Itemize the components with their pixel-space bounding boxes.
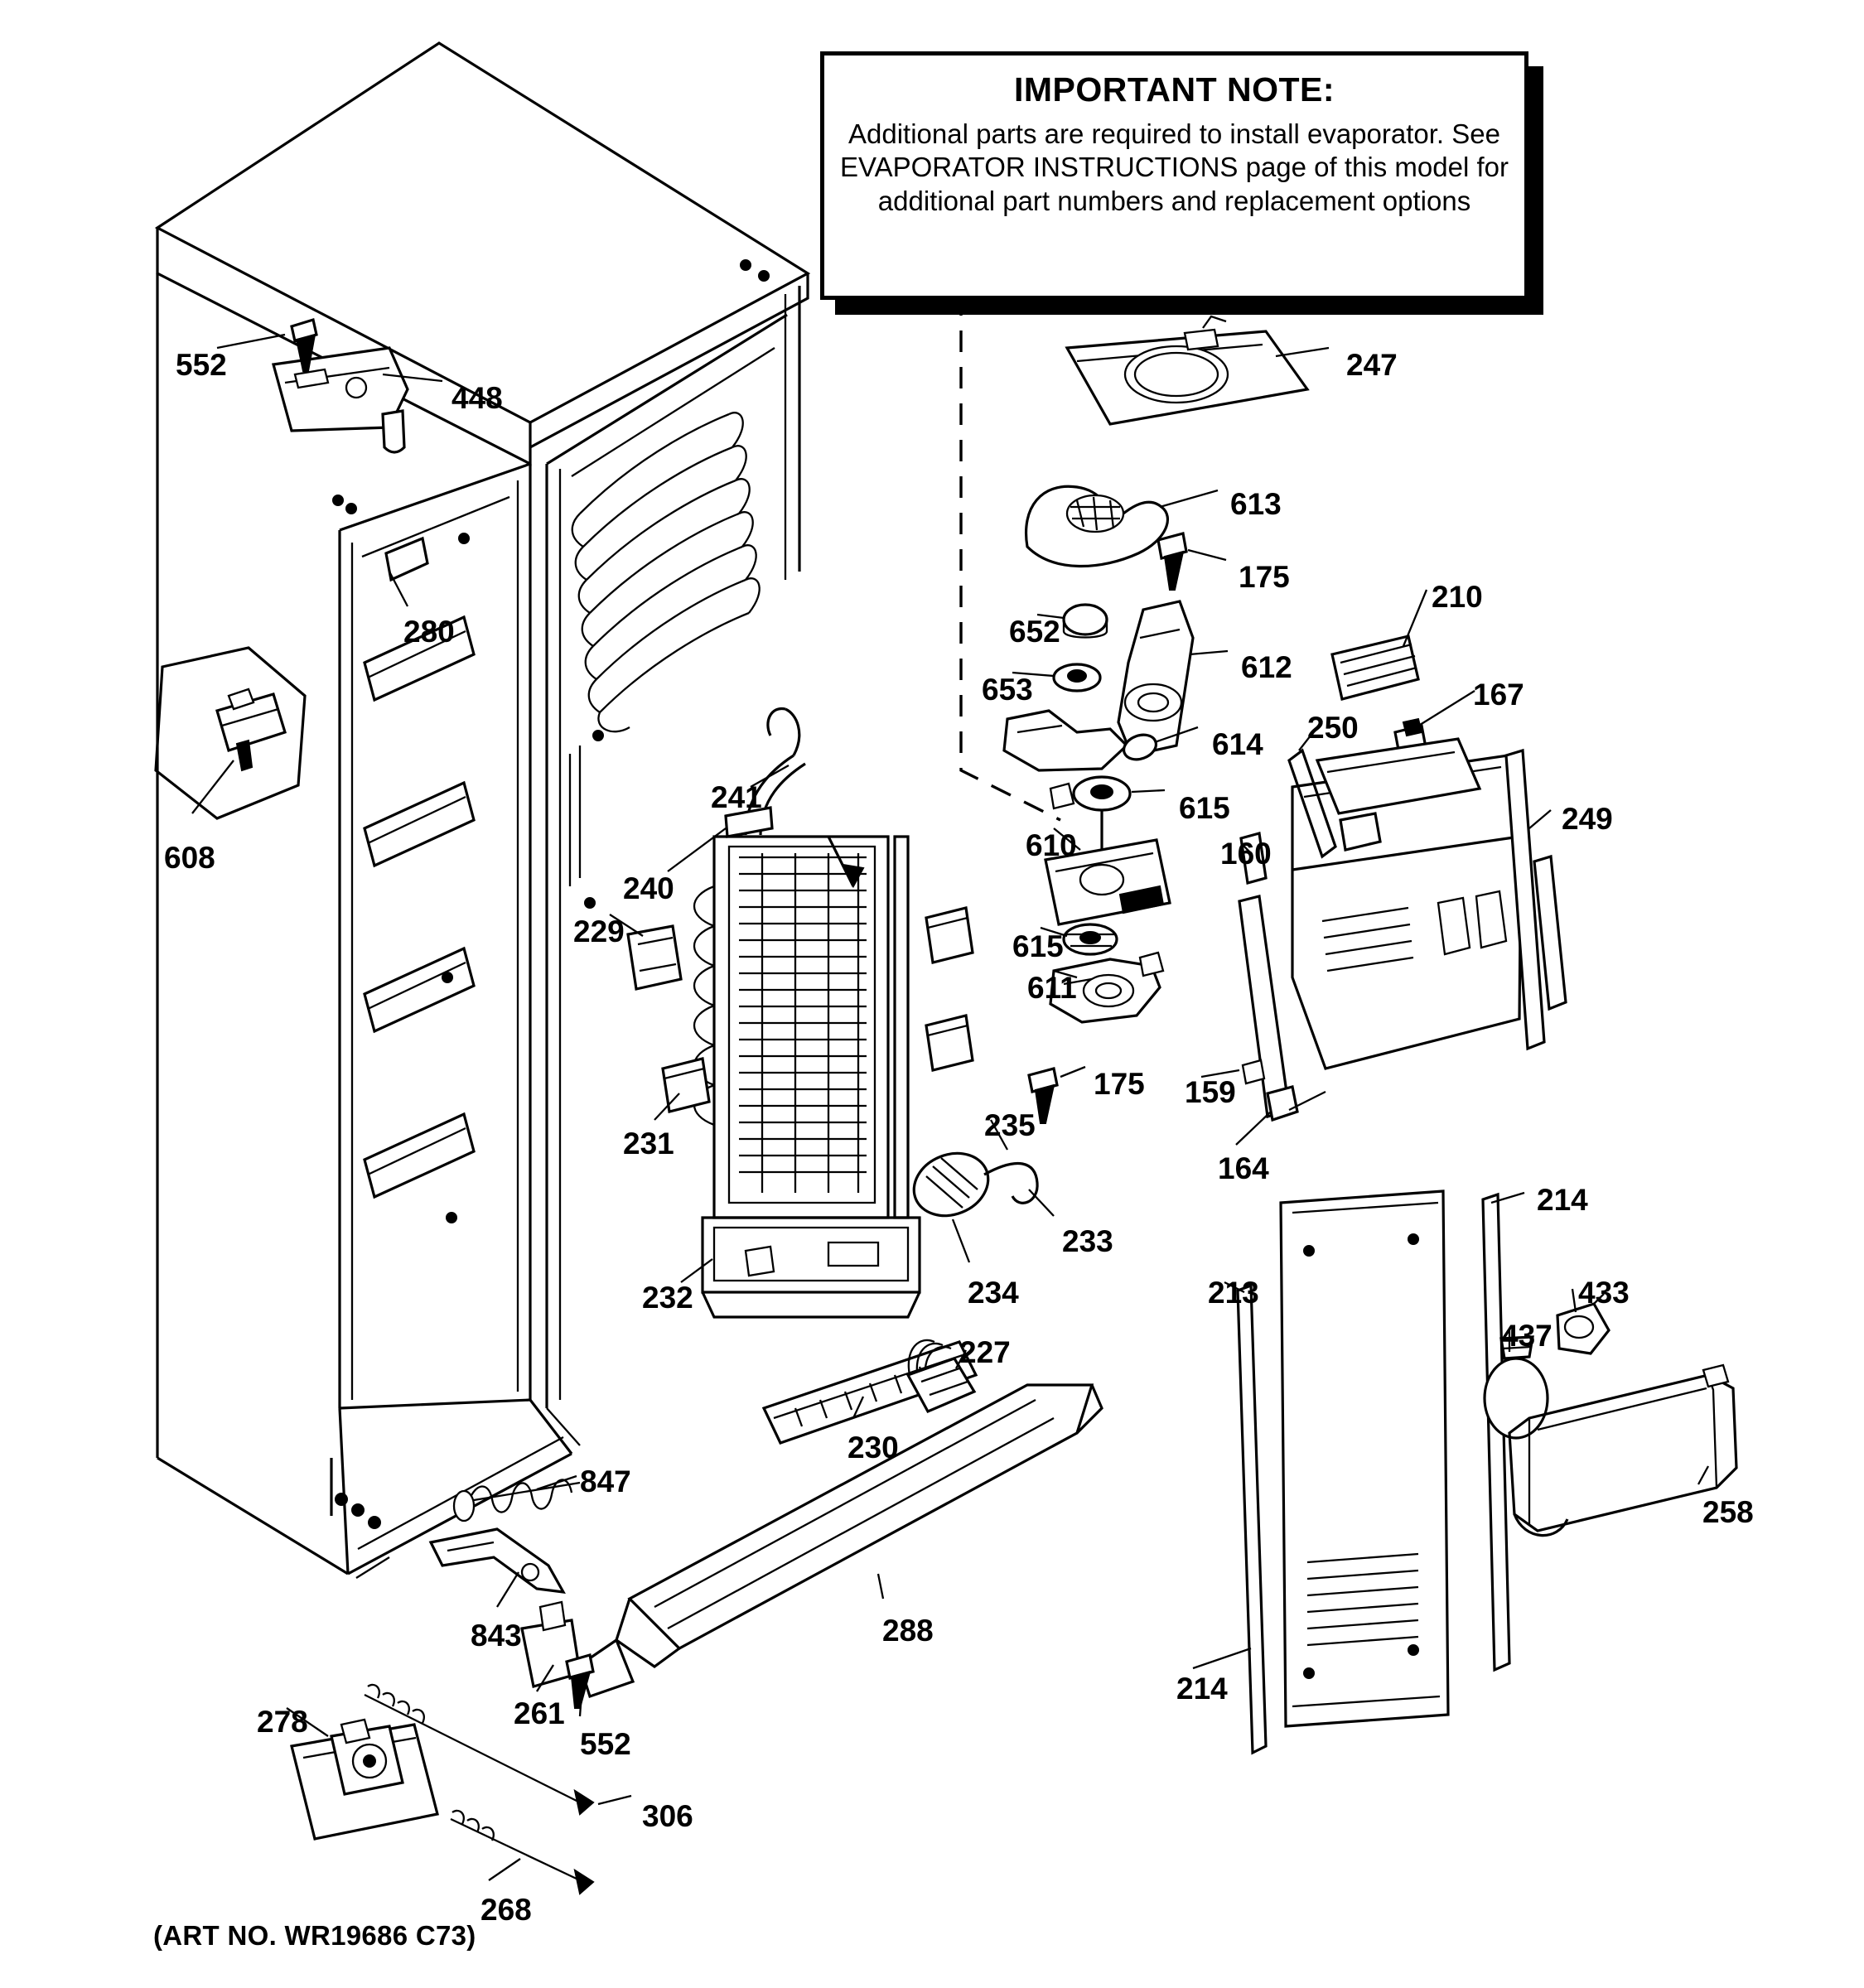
part-callout: 433	[1578, 1276, 1630, 1310]
note-title: IMPORTANT NOTE:	[1013, 70, 1335, 109]
part-callout: 167	[1473, 678, 1524, 712]
part-callout: 210	[1432, 580, 1483, 614]
part-callout: 235	[984, 1108, 1036, 1142]
part-callout: 268	[480, 1893, 532, 1927]
cabinet-outline	[156, 43, 808, 1578]
part-callout: 241	[711, 780, 762, 814]
part-callout: 233	[1062, 1224, 1113, 1258]
part-callout: 261	[514, 1696, 565, 1730]
part-callout: 280	[403, 615, 455, 649]
rear-panel-assembly	[1238, 1191, 1736, 1753]
part-callout: 615	[1012, 929, 1064, 963]
part-callout: 230	[847, 1431, 899, 1464]
part-callout: 249	[1562, 802, 1613, 836]
part-callout: 847	[580, 1464, 631, 1498]
important-note-box	[820, 51, 1528, 300]
part-callout: 614	[1212, 727, 1263, 761]
part-callout: 613	[1230, 487, 1282, 521]
part-callout: 552	[176, 348, 227, 382]
part-callout: 214	[1176, 1672, 1228, 1706]
part-callout: 608	[164, 841, 215, 875]
part-callout: 612	[1241, 650, 1292, 684]
part-callout: 437	[1501, 1319, 1553, 1353]
part-callout: 160	[1220, 837, 1272, 871]
part-callout: 229	[573, 914, 625, 948]
part-callout: 175	[1094, 1067, 1145, 1101]
part-callout: 552	[580, 1727, 631, 1761]
note-body: Additional parts are required to install evaporator. See EVAPORATOR INSTRUCTIONS page of this model for additional part numbers and replacement options	[840, 118, 1509, 216]
part-callout: 258	[1702, 1495, 1754, 1529]
part-callout: 288	[882, 1614, 934, 1648]
part-callout: 214	[1537, 1183, 1588, 1217]
part-callout: 611	[1027, 971, 1077, 1005]
part-callout: 843	[471, 1619, 522, 1653]
part-callout: 231	[623, 1127, 674, 1160]
part-callout: 175	[1239, 560, 1290, 594]
art-number: (ART NO. WR19686 C73)	[153, 1920, 476, 1951]
part-callout: 306	[642, 1799, 693, 1833]
part-callout: 164	[1218, 1151, 1269, 1185]
part-callout: 615	[1179, 791, 1230, 825]
part-callout: 653	[982, 673, 1033, 707]
part-callout: 232	[642, 1281, 693, 1315]
top-hinge-assembly	[273, 320, 408, 452]
part-callout: 448	[452, 381, 503, 415]
part-callout: 227	[959, 1335, 1011, 1369]
part-callout: 159	[1185, 1075, 1236, 1109]
part-callout: 247	[1346, 348, 1398, 382]
part-callout: 652	[1009, 615, 1060, 649]
part-callout: 234	[968, 1276, 1019, 1310]
part-callout: 250	[1307, 711, 1359, 745]
part-callout: 610	[1026, 828, 1077, 862]
part-callout: 240	[623, 871, 674, 905]
part-callout: 278	[257, 1705, 308, 1739]
part-callout: 213	[1208, 1276, 1259, 1310]
